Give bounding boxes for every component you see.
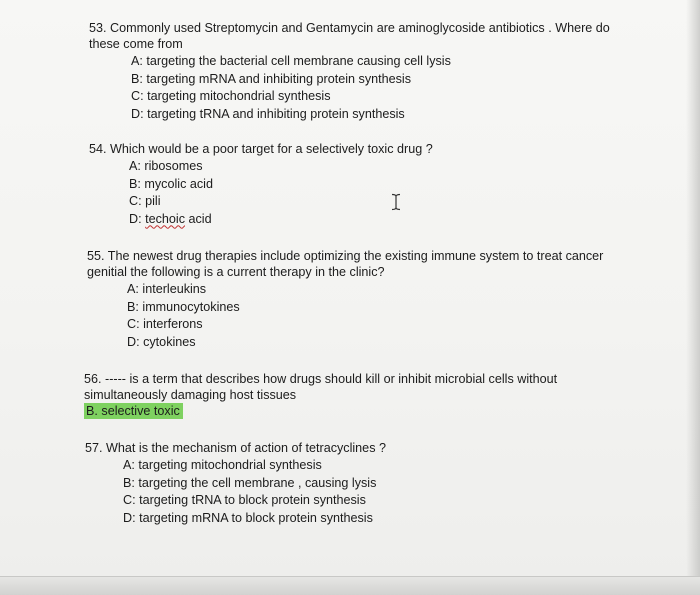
question-56-stem-line1: 56. ----- is a term that describes how drugs should kill or inhibit microbial cells without (84, 372, 558, 386)
question-53-option-b[interactable]: B: targeting mRNA and inhibiting protein synthesis (131, 71, 412, 86)
question-54-option-c[interactable]: C: pili (129, 194, 161, 208)
question-57-stem-line1: 57. What is the mechanism of action of tetracyclines ? (85, 441, 386, 455)
question-57 (85, 440, 386, 527)
page-bottom-edge (0, 576, 700, 595)
question-53-option-d[interactable]: D: targeting tRNA and inhibiting protein synthesis (131, 106, 405, 121)
question-54-options (129, 158, 433, 228)
question-55-option-c[interactable]: C: interferons (127, 317, 203, 331)
question-57-option-c[interactable]: C: targeting tRNA to block protein synthesis (123, 493, 366, 507)
question-54-option-a[interactable]: A: ribosomes (129, 159, 203, 173)
question-54-option-d-prefix: D: (129, 211, 146, 226)
question-57-option-a[interactable]: A: targeting mitochondrial synthesis (123, 458, 322, 472)
question-56-highlighted-answer[interactable]: B. selective toxic (84, 403, 183, 419)
question-57-option-d[interactable]: D: targeting mRNA to block protein synthesis (123, 510, 373, 525)
question-55-option-a[interactable]: A: interleukins (127, 282, 207, 296)
question-55-option-b[interactable]: B: immunocytokines (127, 299, 240, 314)
question-54-option-d[interactable] (129, 211, 433, 229)
question-55-options (127, 281, 603, 351)
question-54-option-d-suffix: acid (185, 211, 212, 226)
text-cursor-icon (390, 193, 402, 211)
question-56-stem-line2: simultaneously damaging host tissues (84, 388, 297, 402)
question-57-options (123, 457, 386, 527)
question-53-options (131, 53, 610, 123)
question-55-stem-line1: 55. The newest drug therapies include optimizing the existing immune system to treat cancer (87, 249, 604, 263)
question-57-option-b[interactable]: B: targeting the cell membrane , causing lysis (123, 475, 377, 490)
question-54 (89, 141, 433, 228)
question-53-stem-line2: these come from (89, 37, 183, 51)
question-53-option-a[interactable]: A: targeting the bacterial cell membrane causing cell lysis (131, 54, 451, 68)
question-53-stem-line1: 53. Commonly used Streptomycin and Gentamycin are aminoglycoside antibiotics . Where do (89, 21, 610, 35)
question-55-stem-line2: genitial the following is a current therapy in the clinic? (87, 265, 385, 279)
question-54-option-b[interactable]: B: mycolic acid (129, 176, 213, 191)
question-56 (84, 371, 557, 419)
question-55 (87, 248, 603, 351)
question-54-option-d-misspelled-word: techoic (145, 211, 185, 226)
question-53-option-c[interactable]: C: targeting mitochondrial synthesis (131, 89, 331, 103)
question-55-option-d[interactable]: D: cytokines (127, 334, 196, 349)
question-54-stem-line1: 54. Which would be a poor target for a selectively toxic drug ? (89, 142, 433, 156)
question-53 (89, 20, 610, 123)
